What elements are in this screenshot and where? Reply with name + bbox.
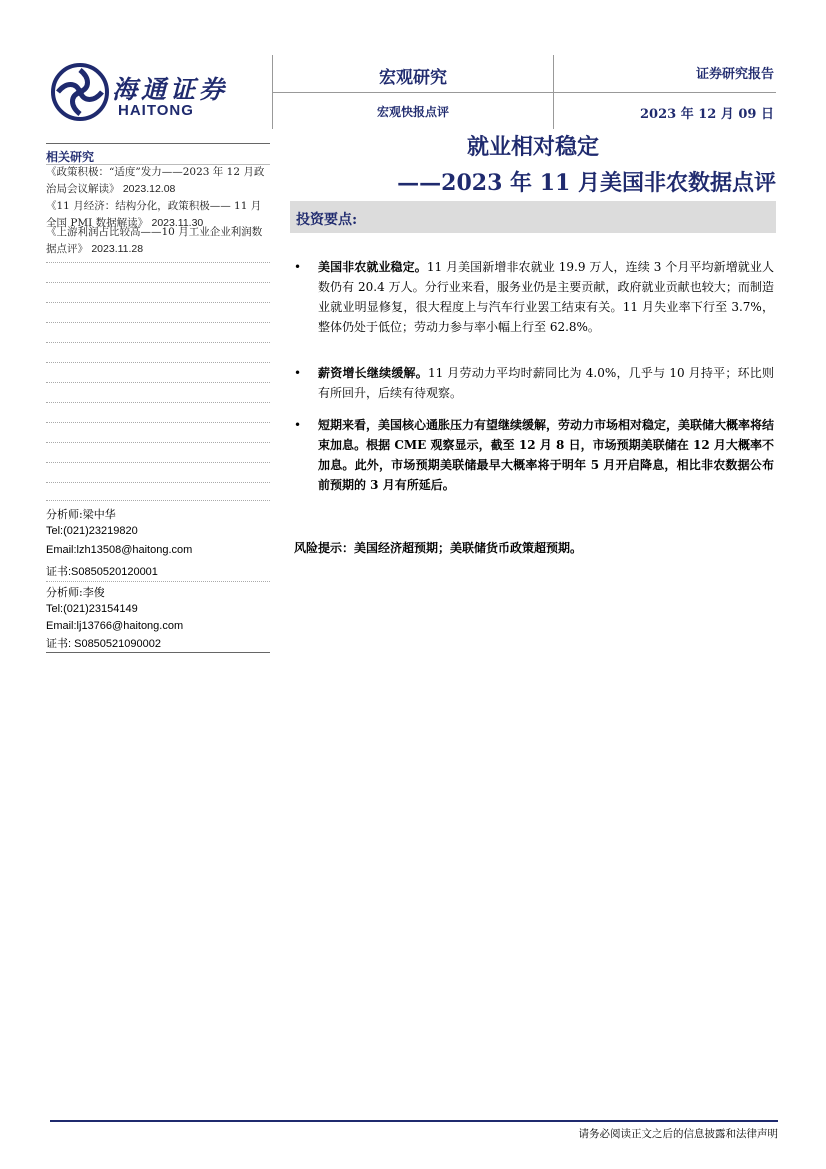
dotted-separator [46,282,270,283]
key-points-label: 投资要点: [296,212,358,228]
report-title: 就业相对稳定 [466,134,599,160]
analyst-name: 分析师:梁中华 [46,508,116,521]
dotted-separator [46,382,270,383]
bullet-lead: 薪资增长继续缓解。 [318,366,428,380]
dotted-separator [46,581,270,582]
bullet-body: 11 月美国新增非农就业 19.9 万人，连续 3 个月平均新增就业人数仍有 20.4 万人。分行业来看，服务业仍是主要贡献，政府就业贡献也较大；而制造业就业明显修复，很大程度上与汽车行业罢工结束有关。11 月失业率下行至 3.7%，整体仍处于低位；劳动力参与率小幅上行至 62.8%。 [318,260,774,334]
dotted-separator [46,442,270,443]
dotted-separator [46,342,270,343]
related-item-date: 2023.11.28 [91,243,144,255]
analyst-tel: Tel:(021)23154149 [46,603,138,615]
related-research-heading: 相关研究 [46,150,95,164]
key-points-bar [290,201,776,233]
dotted-separator [46,500,270,501]
bullet-body: 11 月劳动力平均时薪同比为 4.0%，几乎与 10 月持平；环比则有所回升，后续有待观察。 [318,366,774,400]
related-item-date: 2023.12.08 [122,183,176,195]
bullet-dot-icon: • [294,418,302,432]
analyst-email[interactable]: Email:lj13766@haitong.com [46,620,184,632]
bullet-paragraph [318,257,774,337]
report-type: 证券研究报告 [695,67,774,82]
dotted-separator [46,362,270,363]
risk-warning: 风险提示：美国经济超预期；美联储货币政策超预期。 [294,541,583,555]
related-item-title: 《上游利润占比较高——10 月工业企业利润数据点评》 [46,226,263,255]
dotted-separator [46,302,270,303]
dotted-separator [46,422,270,423]
bullet-paragraph [318,415,774,495]
footer-disclaimer: 请务必阅读正文之后的信息披露和法律声明 [578,1128,778,1140]
report-subtitle: ——2023 年 11 月美国非农数据点评 [397,170,776,196]
bullet-lead: 美国非农就业稳定。 [318,260,427,274]
dotted-separator [46,462,270,463]
footer-rule [50,1120,778,1122]
analyst-tel: Tel:(021)23219820 [46,525,138,537]
sidebar-bottom-rule [46,652,270,653]
related-item-title: 《政策积极：“适度”发力——2023 年 12 月政治局会议解读》 [46,166,265,195]
header-rule [272,92,776,93]
analyst-cert: 证书:S0850520120001 [46,566,158,578]
logo-chinese-text: 海通证券 [112,75,229,104]
bullet-dot-icon: • [294,366,302,380]
analyst-cert: 证书: S0850521090002 [46,638,161,650]
logo-english-text: HAITONG [118,102,194,119]
bullet-dot-icon: • [294,260,302,274]
dotted-separator [46,322,270,323]
bullet-lead: 短期来看，美国核心通胀压力有望继续缓解，劳动力市场相对稳定，美联储大概率将结束加息。根据 CME 观察显示，截至 12 月 8 日，市场预期美联储在 12 月大概率不加息。此外，市场预期美联储最早大概率将于明年 5 月开启降息，相比非农数据公布前预期的 3 月有所延后。 [318,418,775,492]
related-item[interactable] [46,164,268,198]
bullet-paragraph [318,363,774,403]
related-item-date: 2023.11.30 [151,217,204,229]
analyst-name: 分析师:李俊 [46,586,105,599]
report-category: 宏观研究 [379,68,447,88]
report-date: 2023 年 12 月 09 日 [640,107,774,122]
dotted-separator [46,262,270,263]
dotted-separator [46,402,270,403]
dotted-separator [46,482,270,483]
sidebar-top-rule [46,143,270,144]
related-item-title: 《11 月经济：结构分化，政策积极—— 11 月全国 PMI 数据解读》 [46,200,262,229]
analyst-email[interactable]: Email:lzh13508@haitong.com [46,544,193,556]
related-item[interactable] [46,224,268,258]
report-subcategory: 宏观快报点评 [376,105,449,119]
